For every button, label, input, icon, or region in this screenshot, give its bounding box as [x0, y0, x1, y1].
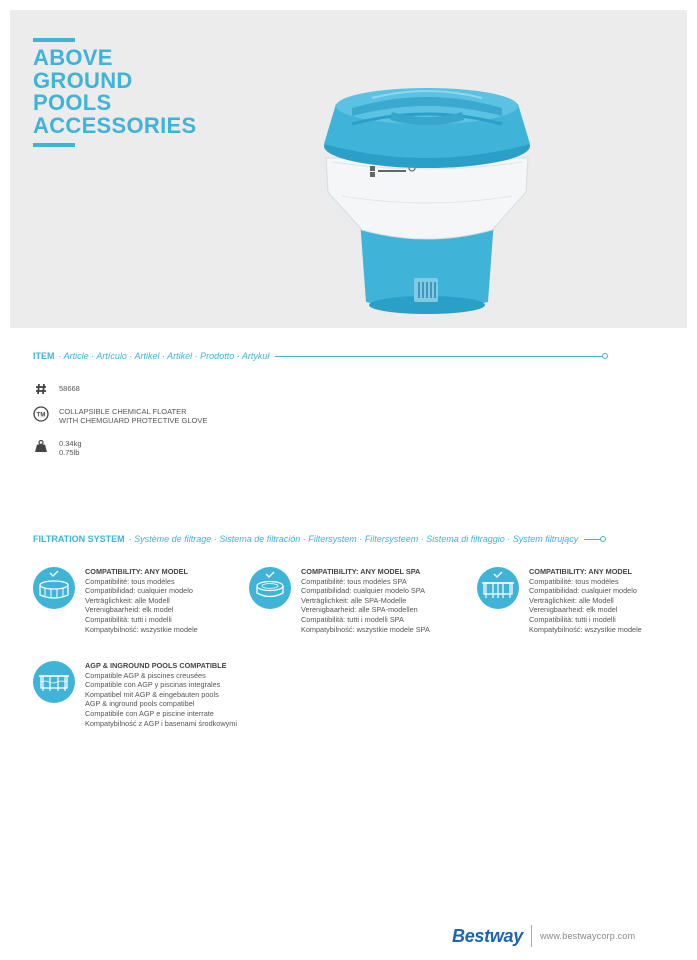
- feature-line: Verträglichkeit: alle Modell: [529, 595, 614, 605]
- feature-line: Compatible con AGP y piscinas integrales: [85, 680, 221, 690]
- feature-text: [529, 567, 642, 634]
- item-section-label: ITEM: [33, 351, 55, 361]
- title-top-bar: [33, 38, 75, 42]
- feature-line: Compatibilidad: cualquier modelo SPA: [301, 586, 425, 596]
- hash-icon: [33, 382, 49, 396]
- feature-any-model: [33, 567, 198, 634]
- feature-text: [301, 567, 430, 634]
- page-title: [33, 47, 196, 137]
- filtration-section-header: [33, 534, 602, 544]
- feature-any-model-spa: [249, 567, 430, 634]
- feature-line: Kompatybilność z AGP i basenami środkowymi: [85, 718, 237, 728]
- item-section-rule: [275, 356, 604, 357]
- page-title-block: [33, 38, 196, 147]
- round-pool-icon: [33, 567, 75, 609]
- feature-line: Compatibilidad: cualquier modelo: [85, 586, 193, 596]
- item-name-line: WITH CHEMGUARD PROTECTIVE GLOVE: [59, 416, 208, 425]
- title-line: ABOVE: [33, 45, 113, 70]
- feature-line: Compatibilité: tous modèles: [529, 576, 619, 586]
- filtration-section-translations: · Système de filtrage · Sistema de filtración · Filtersystem · Filtersysteem · Sistema di filtraggio · System filtrujący: [128, 534, 579, 544]
- website-url: www.bestwaycorp.com: [539, 931, 636, 941]
- item-weight: [59, 439, 82, 457]
- feature-line: Compatibile con AGP e piscine interrate: [85, 708, 214, 718]
- feature-line: Verträglichkeit: alle SPA-Modelle: [301, 595, 407, 605]
- item-name: [59, 407, 207, 425]
- item-weight-row: [33, 439, 82, 457]
- title-bottom-bar: [33, 143, 75, 147]
- feature-line: Verträglichkeit: alle Modell: [85, 595, 170, 605]
- item-name-line: COLLAPSIBLE CHEMICAL FLOATER: [59, 407, 187, 416]
- title-line: ACCESSORIES: [33, 112, 197, 138]
- feature-line: Kompatibel mit AGP & eingebauten pools: [85, 689, 219, 699]
- feature-line: Compatibilità: tutti i modelli: [85, 614, 172, 624]
- frame-pool-icon: [477, 567, 519, 609]
- title-line: POOLS: [33, 90, 112, 115]
- feature-line: Compatibilité: tous modèles SPA: [301, 576, 407, 586]
- feature-title: COMPATIBILITY: ANY MODEL: [85, 567, 188, 576]
- item-name-row: [33, 407, 207, 425]
- feature-line: Verenigbaarheid: alle SPA-modellen: [301, 605, 418, 615]
- feature-line: Kompatybilność: wszystkie modele: [529, 624, 642, 634]
- chemical-floater-image: [312, 80, 542, 320]
- inground-pool-icon: [33, 661, 75, 703]
- feature-text: [85, 567, 198, 634]
- feature-line: Compatibilidad: cualquier modelo: [529, 586, 637, 596]
- feature-text: [85, 661, 237, 728]
- feature-title: COMPATIBILITY: ANY MODEL SPA: [301, 567, 421, 576]
- trademark-icon: [33, 407, 49, 421]
- svg-text:TM: TM: [36, 412, 46, 419]
- item-number-row: [33, 382, 80, 396]
- footer: [452, 925, 635, 947]
- feature-any-model-frame: [477, 567, 642, 634]
- item-section-header: [33, 351, 604, 361]
- weight-kg: 0.34kg: [59, 439, 82, 448]
- footer-divider: [531, 925, 532, 947]
- weight-lb: 0.75lb: [59, 448, 80, 457]
- feature-line: Compatibilité: tous modèles: [85, 576, 175, 586]
- feature-line: Kompatybilność: wszystkie modele: [85, 624, 198, 634]
- feature-line: Verenigbaarheid: elk model: [85, 605, 174, 615]
- feature-line: Compatibilità: tutti i modelli: [529, 614, 616, 624]
- spa-icon: [249, 567, 291, 609]
- feature-line: Kompatybilność: wszystkie modele SPA: [301, 624, 430, 634]
- feature-line: Verenigbaarheid: elk model: [529, 605, 618, 615]
- title-line: GROUND: [33, 67, 133, 93]
- feature-agp-inground: [33, 661, 237, 728]
- feature-title: COMPATIBILITY: ANY MODEL: [529, 567, 632, 576]
- item-number: 58668: [59, 384, 80, 393]
- feature-line: Compatible AGP & piscines creusées: [85, 670, 206, 680]
- feature-title: AGP & INGROUND POOLS COMPATIBLE: [85, 661, 227, 670]
- bestway-logo: Bestway: [452, 925, 523, 946]
- filtration-section-rule: [584, 539, 602, 540]
- feature-line: Compatibilità: tutti i modelli SPA: [301, 614, 404, 624]
- feature-line: AGP & inground pools compatibel: [85, 699, 195, 709]
- item-section-translations: · Article · Artículo · Artikel · Artikel · Prodotto · Artykuł: [58, 351, 270, 361]
- filtration-section-label: FILTRATION SYSTEM: [33, 534, 125, 544]
- weight-icon: [33, 439, 49, 453]
